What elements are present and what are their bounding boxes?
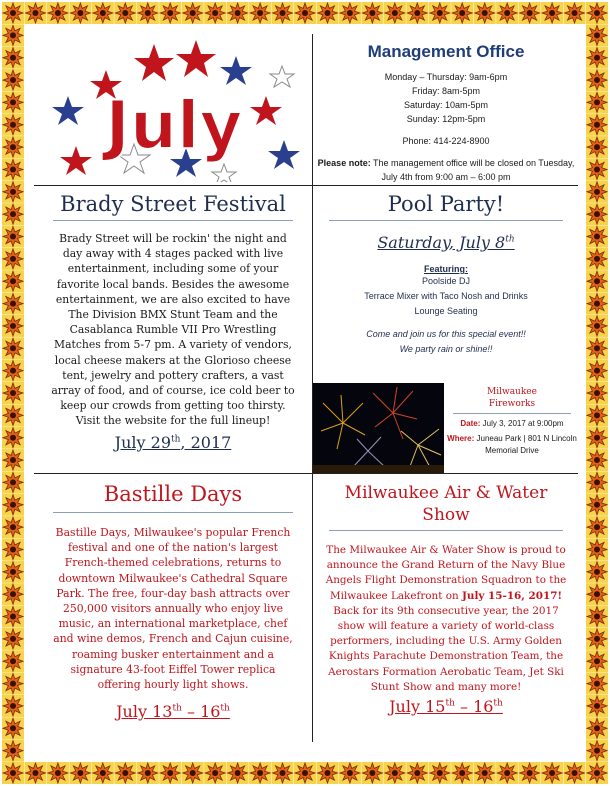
border-star-icon <box>586 561 608 583</box>
border-star-icon <box>429 762 451 784</box>
border-star-icon <box>429 2 451 24</box>
border-star-icon <box>586 427 608 449</box>
border-star-icon <box>451 2 473 24</box>
border-star-icon <box>2 538 24 560</box>
fireworks-location <box>446 433 578 457</box>
date-suffix: th <box>220 703 230 714</box>
border-star-icon <box>384 762 406 784</box>
border-star-icon <box>2 427 24 449</box>
border-star-icon <box>361 2 383 24</box>
border-star-icon <box>406 2 428 24</box>
date-text: – 16 <box>181 702 221 722</box>
feature-item: Poolside DJ <box>421 276 471 286</box>
border-star-icon <box>2 360 24 382</box>
border-star-icon <box>272 762 294 784</box>
air-water-show-date <box>389 697 503 716</box>
border-star-icon <box>204 762 226 784</box>
border-star-icon <box>496 762 518 784</box>
border-star-icon <box>586 337 608 359</box>
border-star-icon <box>586 740 608 762</box>
air-water-show-panel <box>314 476 578 742</box>
border-star-icon <box>586 762 608 784</box>
title-line: Show <box>422 505 470 525</box>
border-star-icon <box>2 695 24 717</box>
border-star-icon <box>294 762 316 784</box>
border-star-icon <box>182 2 204 24</box>
where-label: Where: <box>447 434 475 443</box>
closure-note <box>314 156 578 184</box>
border-star-icon <box>586 717 608 739</box>
border-star-icon <box>2 740 24 762</box>
border-star-icon <box>2 47 24 69</box>
bastille-days-date <box>116 702 230 721</box>
border-star-icon <box>564 762 586 784</box>
pool-party-title: Pool Party! <box>387 192 505 216</box>
border-star-icon <box>586 293 608 315</box>
border-star-icon <box>2 158 24 180</box>
fireworks-date <box>446 418 578 430</box>
date-text: July 29 <box>114 432 171 452</box>
border-star-icon <box>586 91 608 113</box>
border-star-icon <box>586 2 608 24</box>
border-star-icon <box>586 695 608 717</box>
brady-street-body: Brady Street will be rockin' the night and day away with 4 stages packed with live entertainment, including some of your favorite local bands. Besides the awesome entertainment, we are also excited to have The Division BMX Stunt Team and the Casablanca Rumble VII Pro Wrestling Matches from 5-7 pm. A variety of vendors, local cheese makers at the Glorioso cheese tent, jewelry and pottery crafters, a vast array of food, and of course, ice cold beer to keep our crowds from getting too thirsty. Visit the website for the full lineup! <box>51 232 295 428</box>
note-text: The management office will be closed on Tuesday, July 4th from 9:00 am – 6:00 pm <box>370 158 575 182</box>
border-star-icon <box>2 762 24 784</box>
border-star-icon <box>451 762 473 784</box>
border-star-icon <box>69 2 91 24</box>
date-suffix: th <box>171 434 181 445</box>
border-star-icon <box>384 2 406 24</box>
border-star-icon <box>586 69 608 91</box>
border-star-icon <box>541 762 563 784</box>
border-star-icon <box>586 360 608 382</box>
border-star-icon <box>339 2 361 24</box>
bastille-days-body: Bastille Days, Milwaukee's popular French festival and one of the nation's largest French-themed celebrations, returns to downtown Milwaukee's Cathedral Square Park. The free, four-day bash attracts over 250,000 visitors annually who enjoy live music, an international marketplace, chef and wine demos, French and Cajun cuisine, roaming busker entertainment and a signature 43-foot Eiffel Tower replica offering hourly light shows. <box>53 526 293 692</box>
featuring-label: Featuring: <box>424 264 468 274</box>
border-star-icon <box>586 158 608 180</box>
border-star-icon <box>586 136 608 158</box>
management-office-panel <box>314 36 578 184</box>
border-star-icon <box>92 762 114 784</box>
hours-line: Monday – Thursday: 9am-6pm <box>384 72 508 82</box>
hours-line: Sunday: 12pm-5pm <box>406 114 486 124</box>
date-text: Saturday, July 8 <box>377 233 506 252</box>
july-stars-graphic <box>36 36 310 182</box>
border-star-icon <box>339 762 361 784</box>
pool-party-date <box>314 233 578 252</box>
border-star-icon <box>586 628 608 650</box>
border-star-icon <box>541 2 563 24</box>
border-star-icon <box>2 181 24 203</box>
date-text: July 15 <box>389 697 446 717</box>
border-star-icon <box>2 561 24 583</box>
management-office-title: Management Office <box>367 42 525 61</box>
border-star-icon <box>586 538 608 560</box>
date-suffix: th <box>445 698 455 709</box>
border-star-icon <box>361 762 383 784</box>
border-star-icon <box>227 762 249 784</box>
border-star-icon <box>159 762 181 784</box>
fireworks-title: Milwaukee <box>487 387 537 397</box>
pool-party-cta: Come and join us for this special event!! <box>366 329 526 339</box>
date-year: , 2017 <box>180 432 232 452</box>
border-star-icon <box>249 762 271 784</box>
border-star-icon <box>249 2 271 24</box>
brady-street-panel <box>34 188 312 472</box>
border-star-icon <box>2 650 24 672</box>
title-rule <box>453 413 571 414</box>
border-star-icon <box>182 762 204 784</box>
border-star-icon <box>294 2 316 24</box>
border-star-icon <box>92 2 114 24</box>
border-star-icon <box>69 762 91 784</box>
border-star-icon <box>316 762 338 784</box>
border-star-icon <box>24 2 46 24</box>
border-star-icon <box>114 2 136 24</box>
border-star-icon <box>2 337 24 359</box>
border-star-icon <box>586 494 608 516</box>
border-star-icon <box>2 226 24 248</box>
border-star-icon <box>2 293 24 315</box>
border-star-icon <box>2 69 24 91</box>
feature-item: Lounge Seating <box>414 306 478 316</box>
note-label: Please note: <box>317 158 371 168</box>
border-star-icon <box>24 762 46 784</box>
border-star-icon <box>2 114 24 136</box>
pool-party-cta: We party rain or shine!! <box>399 344 493 354</box>
border-star-icon <box>204 2 226 24</box>
border-star-icon <box>2 2 24 24</box>
border-star-icon <box>586 650 608 672</box>
border-star-icon <box>2 270 24 292</box>
fireworks-info <box>446 386 578 472</box>
title-rule <box>329 530 563 531</box>
border-star-icon <box>2 673 24 695</box>
border-star-icon <box>227 2 249 24</box>
date-text: July 13 <box>116 702 173 722</box>
border-star-icon <box>159 2 181 24</box>
border-star-icon <box>586 114 608 136</box>
date-text: – 16 <box>454 697 494 717</box>
border-star-icon <box>2 516 24 538</box>
border-star-icon <box>316 2 338 24</box>
border-star-icon <box>586 606 608 628</box>
border-star-icon <box>586 248 608 270</box>
pool-party-panel <box>314 188 578 382</box>
border-star-icon <box>586 382 608 404</box>
air-water-show-title <box>314 482 578 526</box>
border-star-icon <box>2 449 24 471</box>
border-star-icon <box>2 315 24 337</box>
border-star-icon <box>2 136 24 158</box>
row-divider <box>34 473 578 474</box>
bastille-days-title: Bastille Days <box>103 482 243 506</box>
bastille-days-panel <box>34 476 312 742</box>
border-star-icon <box>137 2 159 24</box>
border-star-icon <box>496 2 518 24</box>
fireworks-graphic <box>313 383 444 473</box>
date-suffix: th <box>493 698 503 709</box>
body-text: The Milwaukee Air & Water Show is proud to announce the Grand Return of the Navy Blue Angels Flight Demonstration Squadron to the Milwaukee Lakefront on <box>325 544 567 602</box>
border-star-icon <box>474 762 496 784</box>
border-star-icon <box>2 606 24 628</box>
title-rule <box>53 512 293 513</box>
date-suffix: th <box>172 703 182 714</box>
border-star-icon <box>2 628 24 650</box>
border-star-icon <box>114 762 136 784</box>
brady-street-date <box>115 433 232 452</box>
border-star-icon <box>474 2 496 24</box>
border-star-icon <box>564 2 586 24</box>
body-bold: July 15-16, 2017! <box>461 589 563 602</box>
border-star-icon <box>406 762 428 784</box>
feature-item: Terrace Mixer with Taco Nosh and Drinks <box>364 291 528 301</box>
where-value: Juneau Park | 801 N Lincoln Memorial Drive <box>474 434 577 455</box>
border-star-icon <box>2 382 24 404</box>
air-water-show-body <box>314 543 578 695</box>
border-star-icon <box>586 47 608 69</box>
border-star-icon <box>586 673 608 695</box>
border-star-icon <box>586 516 608 538</box>
hours-line: Friday: 8am-5pm <box>411 86 481 96</box>
border-star-icon <box>2 717 24 739</box>
july-logo <box>36 36 310 182</box>
title-rule <box>329 220 563 221</box>
phone-number: Phone: 414-224-8900 <box>402 136 490 146</box>
border-star-icon <box>2 248 24 270</box>
border-star-icon <box>586 270 608 292</box>
fireworks-title: Fireworks <box>488 399 536 409</box>
date-value: July 3, 2017 at 9:00pm <box>480 419 564 428</box>
border-star-icon <box>586 203 608 225</box>
border-star-icon <box>586 315 608 337</box>
border-star-icon <box>519 762 541 784</box>
border-star-icon <box>586 449 608 471</box>
date-label: Date: <box>460 419 481 428</box>
title-line: Milwaukee Air & Water <box>344 483 548 503</box>
border-star-icon <box>586 24 608 46</box>
brady-street-title: Brady Street Festival <box>60 192 286 216</box>
border-star-icon <box>2 583 24 605</box>
date-suffix: th <box>505 234 515 245</box>
hours-line: Saturday: 10am-5pm <box>403 100 489 110</box>
border-star-icon <box>47 2 69 24</box>
title-rule <box>53 220 293 221</box>
border-star-icon <box>2 494 24 516</box>
border-star-icon <box>2 471 24 493</box>
border-star-icon <box>2 24 24 46</box>
border-star-icon <box>586 471 608 493</box>
fireworks-photo <box>313 383 444 473</box>
border-star-icon <box>137 762 159 784</box>
border-star-icon <box>47 762 69 784</box>
row-divider <box>34 185 578 186</box>
border-star-icon <box>519 2 541 24</box>
border-star-icon <box>586 226 608 248</box>
border-star-icon <box>586 181 608 203</box>
border-star-icon <box>2 203 24 225</box>
border-star-icon <box>586 404 608 426</box>
border-star-icon <box>586 583 608 605</box>
border-star-icon <box>272 2 294 24</box>
july-logo-text: July <box>105 87 243 164</box>
body-text: Back for its 9th consecutive year, the 2017 show will feature a variety of world-class performers, including the U.S. Army Golden Knights Parachute Demonstration Team, the Aerostars Formation Aerobatic Team, Jet Ski Stunt Show and many more! <box>328 604 564 693</box>
border-star-icon <box>2 404 24 426</box>
border-star-icon <box>2 91 24 113</box>
